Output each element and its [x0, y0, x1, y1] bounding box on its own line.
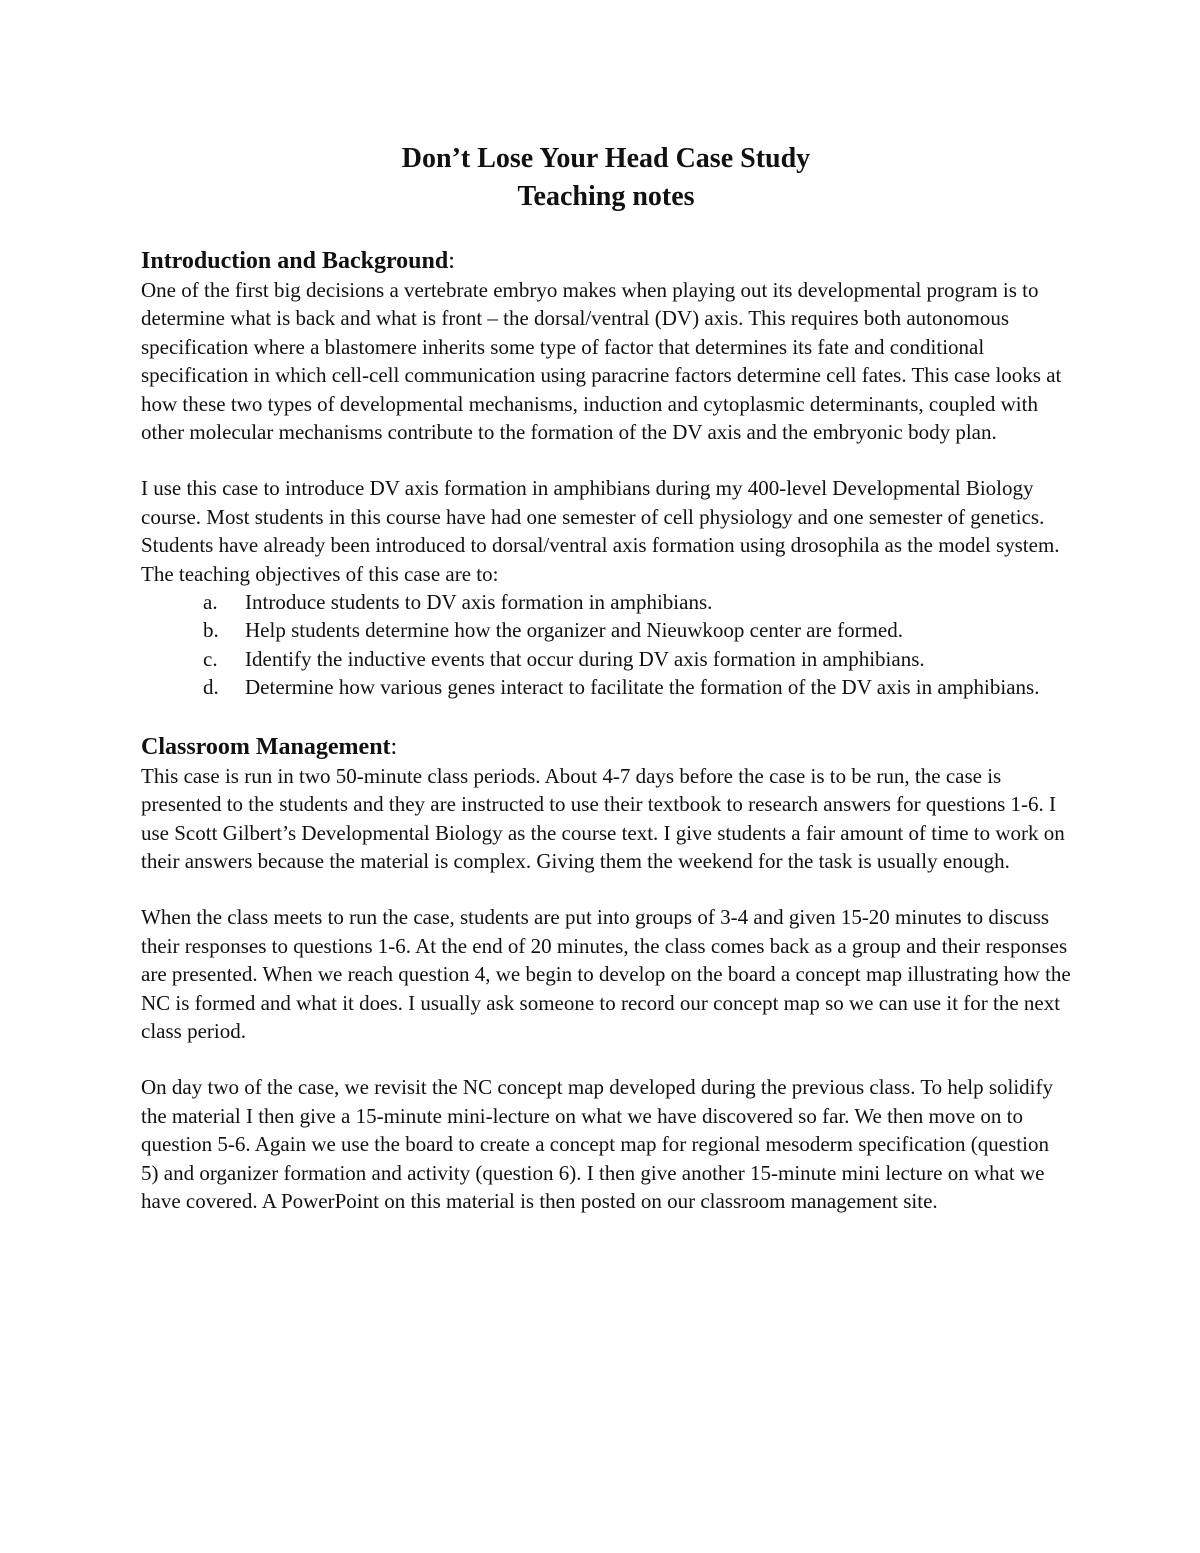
list-item-text: Determine how various genes interact to facilitate the formation of the DV axis in amphibians. [245, 675, 1040, 700]
intro-paragraph-1: One of the first big decisions a vertebrate embryo makes when playing out its developmental program is to determine what is back and what is front – the dorsal/ventral (DV) axis. This requires both autonomous specification where a blastomere inherits some type of factor that determines its fate and conditional specification in which cell-cell communication using paracrine factors determine cell fates. This case looks at how these two types of developmental mechanisms, induction and cytoplasmic determinants, coupled with other molecular mechanisms contribute to the formation of the DV axis and the embryonic body plan. [141, 278, 1062, 445]
intro-paragraph-2: I use this case to introduce DV axis formation in amphibians during my 400-level Developmental Biology course. Most students in this course have had one semester of cell physiology and one semester of genetics. Students have already been introduced to dorsal/ventral axis formation using drosophila as the model system. The teaching objectives of this case are to: [141, 476, 1060, 586]
paragraph-gap [141, 875, 1071, 903]
list-item [203, 616, 1071, 644]
teaching-objectives-list [141, 588, 1071, 702]
title-line-2: Teaching notes [517, 181, 695, 212]
classroom-heading [141, 732, 1071, 762]
list-item-text: Introduce students to DV axis formation in amphibians. [245, 590, 713, 615]
classroom-heading-colon: : [390, 733, 398, 760]
list-marker: b. [203, 618, 219, 643]
classroom-paragraph-2: When the class meets to run the case, students are put into groups of 3-4 and given 15-20 minutes to discuss their responses to questions 1-6. At the end of 20 minutes, the class comes back as a group and their responses are presented. When we reach question 4, we begin to develop on the board a concept map illustrating how the NC is formed and what it does. I usually ask someone to record our concept map so we can use it for the next class period. [141, 905, 1071, 1043]
intro-heading-colon: : [448, 248, 455, 274]
document-title [141, 140, 1071, 216]
list-item [203, 673, 1071, 701]
list-item [203, 588, 1071, 616]
intro-heading-text: Introduction and Background [141, 248, 449, 274]
paragraph-gap [141, 446, 1071, 474]
classroom-paragraph-1: This case is run in two 50-minute class periods. About 4-7 days before the case is to be run, the case is presented to the students and they are instructed to use their textbook to research answers for questions 1-6. I use Scott Gilbert’s Developmental Biology as the course text. I give students a fair amount of time to work on their answers because the material is complex. Giving them the weekend for the task is usually enough. [141, 763, 1065, 873]
classroom-paragraph-3: On day two of the case, we revisit the NC concept map developed during the previous class. To help solidify the material I then give a 15-minute mini-lecture on what we have discovered so far. We then move on to question 5-6. Again we use the board to create a concept map for regional mesoderm specification (question 5) and organizer formation and activity (question 6). I then give another 15-minute mini lecture on what we have covered. A PowerPoint on this material is then posted on our classroom management site. [141, 1075, 1054, 1213]
intro-heading [141, 246, 1071, 276]
document-page [141, 140, 1071, 1215]
list-item-text: Identify the inductive events that occur during DV axis formation in amphibians. [245, 646, 925, 671]
list-marker: a. [203, 590, 218, 615]
list-item-text: Help students determine how the organizer and Nieuwkoop center are formed. [245, 618, 903, 643]
classroom-heading-text: Classroom Management [141, 733, 391, 760]
list-marker: c. [203, 646, 218, 671]
list-item [203, 645, 1071, 673]
section-gap [141, 702, 1071, 732]
title-line-1: Don’t Lose Your Head Case Study [401, 143, 811, 174]
paragraph-gap [141, 1045, 1071, 1073]
list-marker: d. [203, 675, 219, 700]
